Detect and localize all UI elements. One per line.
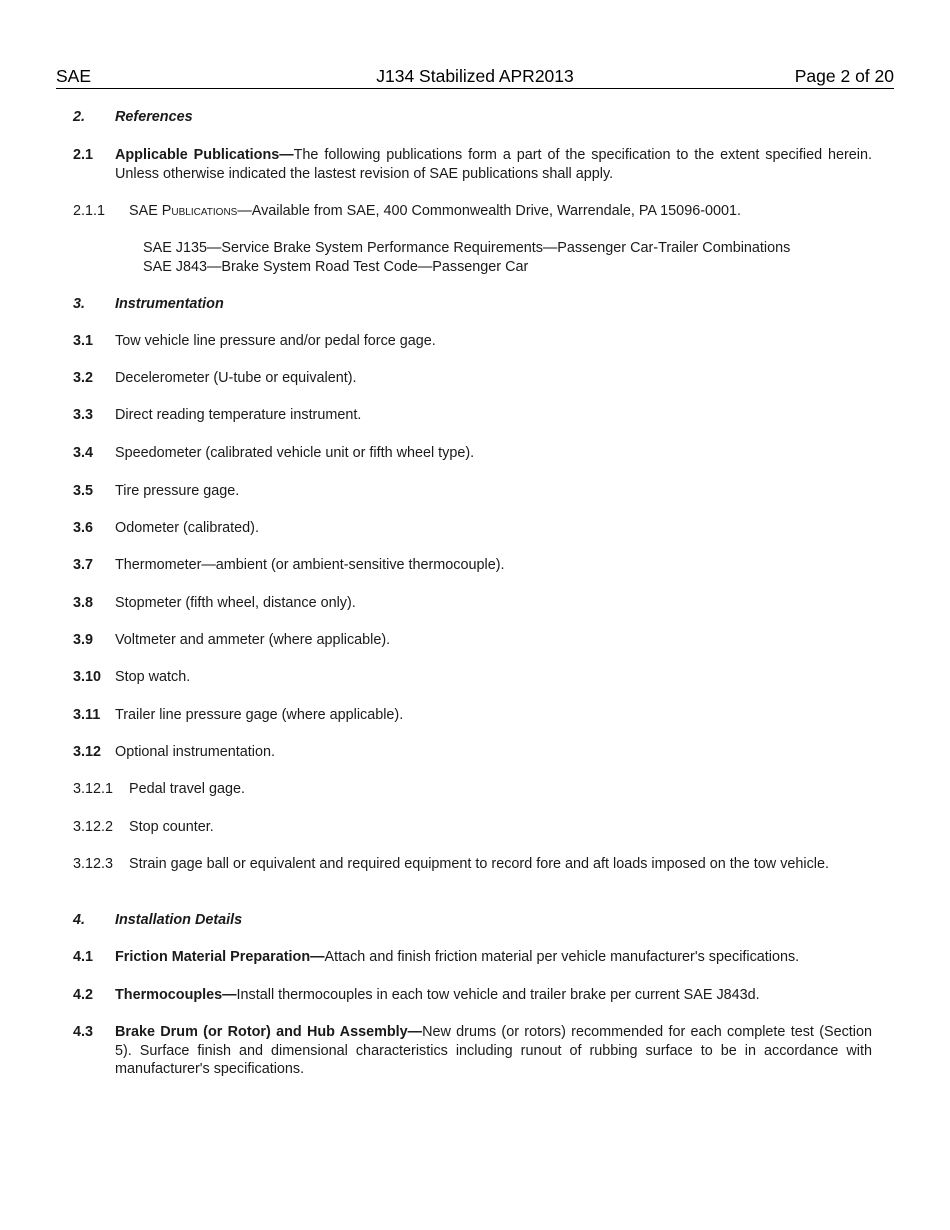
item-number: 3.11	[73, 707, 101, 723]
paragraph-number: 4.2	[73, 987, 94, 1003]
item-number: 3.9	[73, 632, 94, 648]
paragraph-text	[115, 146, 872, 183]
paragraph-body: New drums (or rotors) recommended for each complete test (Section 5). Surface finish and dimensional characteristics including runout of rubbing surface to be in accordance with manufacturer's specifications.	[115, 1024, 872, 1077]
paragraph-body: Attach and finish friction material per vehicle manufacturer's specifications.	[324, 949, 800, 965]
paragraph-text	[115, 1023, 872, 1079]
item-number: 3.10	[73, 669, 102, 685]
item-text: Odometer (calibrated).	[115, 520, 259, 536]
paragraph-number: 4.3	[73, 1024, 94, 1040]
section-number: 4.	[73, 912, 86, 928]
item-text: Stop counter.	[129, 819, 214, 835]
item-text: Tow vehicle line pressure and/or pedal force gage.	[115, 333, 436, 349]
item-text: Voltmeter and ammeter (where applicable).	[115, 632, 391, 648]
paragraph-number: 2.1.1	[73, 203, 106, 219]
item-text: Direct reading temperature instrument.	[115, 407, 362, 423]
paragraph-body: The following publications form a part of the specification to the extent specified herein. Unless otherwise indicated the lastest revision of SAE publications shall apply.	[115, 147, 872, 182]
paragraph-prefix: SAE	[129, 203, 162, 219]
reference-item: SAE J135—Service Brake System Performance Requirements—Passenger Car-Trailer Combinations	[143, 240, 791, 256]
paragraph-body: —Available from SAE, 400 Commonwealth Drive, Warrendale, PA 15096-0001.	[237, 203, 742, 219]
item-number: 3.5	[73, 483, 94, 499]
item-text: Optional instrumentation.	[115, 744, 275, 760]
item-text: Speedometer (calibrated vehicle unit or fifth wheel type).	[115, 445, 475, 461]
item-text: Thermometer—ambient (or ambient-sensitive thermocouple).	[115, 557, 505, 573]
item-text: Stopmeter (fifth wheel, distance only).	[115, 595, 356, 611]
header-page-number: Page 2 of 20	[794, 66, 894, 86]
paragraph-title: Applicable Publications—	[115, 147, 294, 163]
section-title: References	[115, 109, 193, 125]
header-org: SAE	[56, 66, 92, 86]
item-number: 3.12.1	[73, 781, 114, 797]
paragraph-title: Brake Drum (or Rotor) and Hub Assembly—	[115, 1024, 423, 1040]
item-number: 3.12	[73, 744, 102, 760]
section-title: Installation Details	[115, 912, 243, 928]
item-number: 3.3	[73, 407, 94, 423]
section-number: 3.	[73, 296, 86, 312]
reference-item: SAE J843—Brake System Road Test Code—Passenger Car	[143, 259, 529, 275]
item-number: 3.2	[73, 370, 94, 386]
item-number: 3.8	[73, 595, 94, 611]
item-text: Stop watch.	[115, 669, 191, 685]
item-number: 3.12.3	[73, 856, 114, 872]
item-text: Strain gage ball or equivalent and required equipment to record fore and aft loads imposed on the tow vehicle.	[129, 856, 829, 872]
paragraph-title: Thermocouples—	[115, 987, 237, 1003]
item-number: 3.6	[73, 520, 94, 536]
item-text: Pedal travel gage.	[129, 781, 246, 797]
item-number: 3.1	[73, 333, 94, 349]
section-number: 2.	[73, 109, 86, 125]
paragraph-title: Publications	[161, 203, 238, 219]
section-title: Instrumentation	[115, 296, 224, 312]
paragraph-body: Install thermocouples in each tow vehicle and trailer brake per current SAE J843d.	[236, 987, 760, 1003]
item-text: Decelerometer (U-tube or equivalent).	[115, 370, 357, 386]
paragraph-text	[115, 948, 872, 967]
item-number: 3.4	[73, 445, 94, 461]
paragraph-number: 2.1	[73, 147, 94, 163]
paragraph-text	[129, 202, 872, 221]
page-header	[56, 66, 894, 89]
paragraph-title: Friction Material Preparation—	[115, 949, 325, 965]
item-number: 3.12.2	[73, 819, 114, 835]
paragraph-number: 4.1	[73, 949, 94, 965]
paragraph-text	[115, 986, 872, 1005]
header-doc-id: J134 Stabilized APR2013	[376, 66, 574, 86]
item-number: 3.7	[73, 557, 94, 573]
item-text: Trailer line pressure gage (where applicable).	[115, 707, 404, 723]
item-text: Tire pressure gage.	[115, 483, 240, 499]
